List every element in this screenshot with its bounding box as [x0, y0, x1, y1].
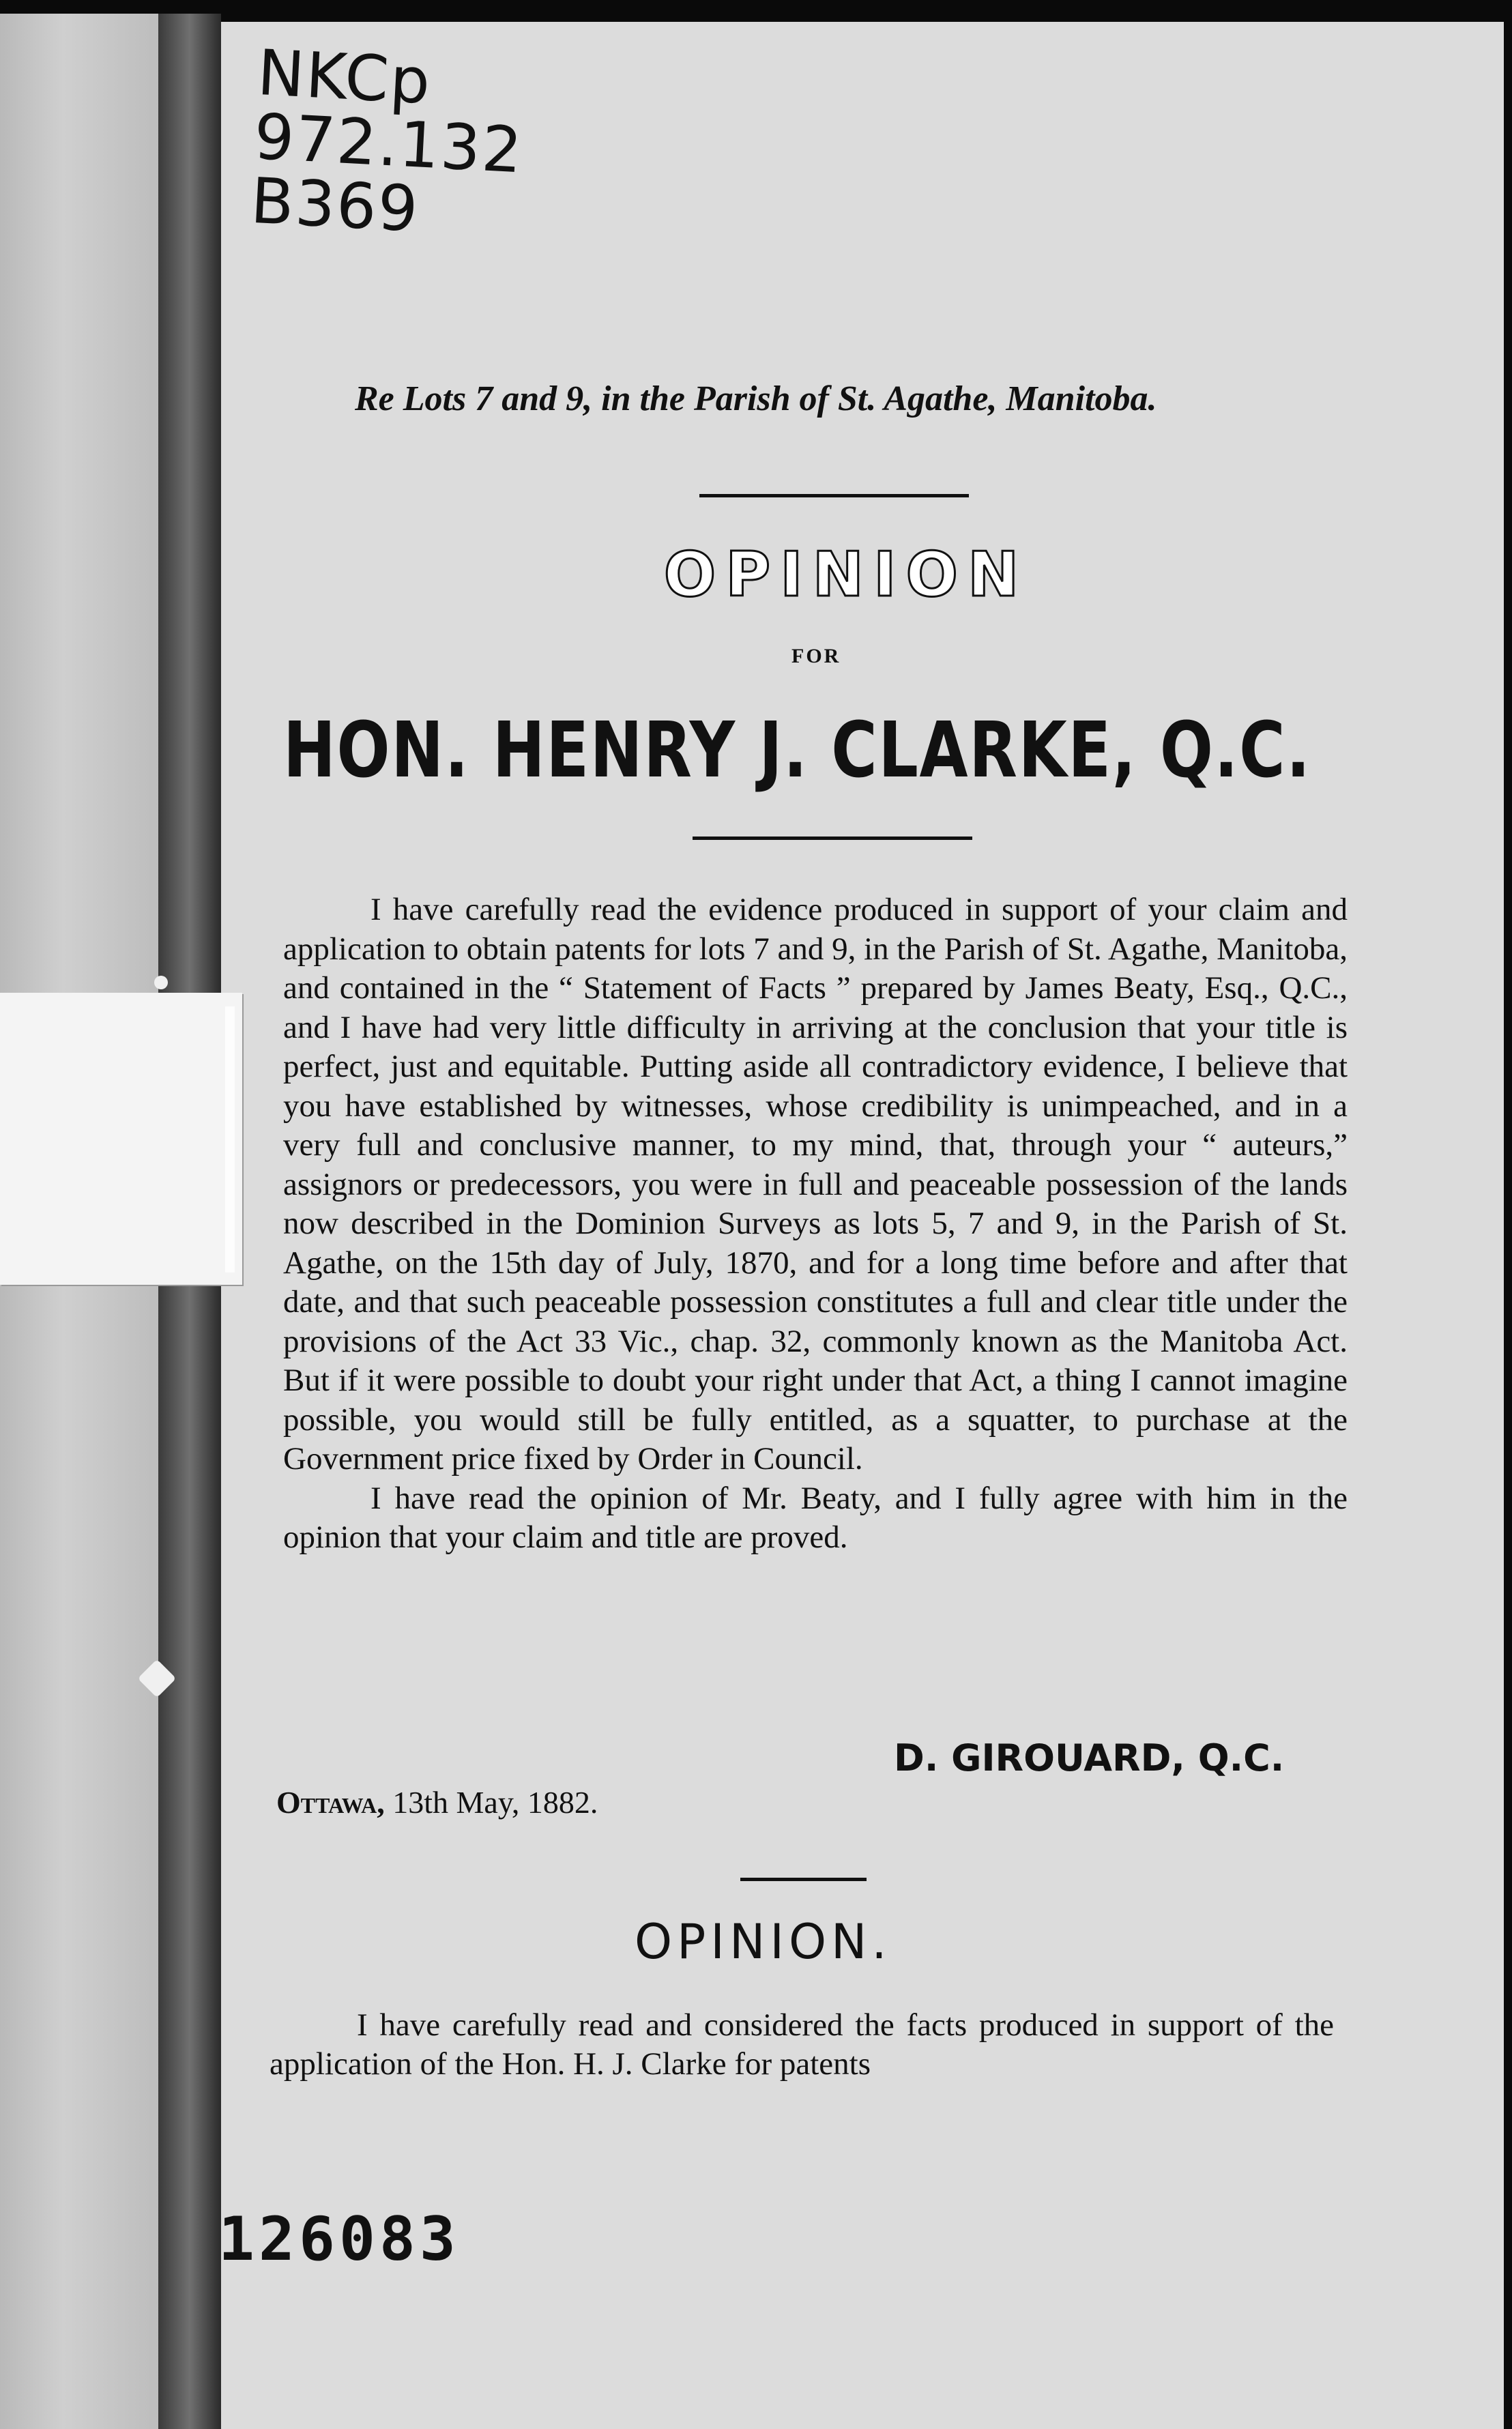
re-line: Re Lots 7 and 9, in the Parish of St. Agathe, Manitoba.	[355, 379, 1157, 418]
shelfmark-line: B369	[248, 164, 421, 246]
accession-number: 126083	[218, 2204, 460, 2274]
second-opinion-title: OPINION.	[635, 1914, 892, 1970]
divider-rule	[699, 494, 969, 497]
bookmark-tag	[0, 993, 242, 1285]
divider-rule	[740, 1878, 867, 1881]
handwritten-shelfmark	[248, 36, 528, 247]
for-label: FOR	[791, 645, 841, 667]
dateline	[276, 1784, 598, 1820]
date-place: Ottawa,	[276, 1785, 385, 1820]
recipient-name: HON. HENRY J. CLARKE, Q.C.	[283, 706, 1311, 795]
divider-rule	[693, 837, 972, 840]
bookmark-slot	[225, 1006, 235, 1272]
signature: D. GIROUARD, Q.C.	[894, 1736, 1285, 1779]
opinion-body	[283, 890, 1348, 1558]
second-opinion-body	[270, 2006, 1334, 2084]
binding-rivet	[154, 976, 168, 989]
shelfmark-line: NKCp	[255, 36, 433, 119]
document-title: OPINION	[663, 539, 1029, 611]
date-text: 13th May, 1882.	[392, 1785, 598, 1820]
body-paragraph: I have carefully read the evidence produced in support of your claim and application to obtain patents for lots 7 and 9, in the Parish of St. Agathe, Manitoba, and contained in the “ Statement of Facts ” prepared by James Beaty, Esq., Q.C., and I have had very little difficulty in arriving at the conclusion that your title is perfect, just and equitable. Putting aside all contradictory evidence, I believe that you have established by witnesses, whose credibility is unimpeached, and in a very full and conclusive manner, to my mind, that, through your “ auteurs,” assignors or predecessors, you were in full and peaceable possession of the lands now described in the Dominion Surveys as lots 5, 7 and 9, in the Parish of St. Agathe, on the 15th day of July, 1870, and for a long time before and after that date, and that such peaceable possession constitutes a full and clear title under the provisions of the Act 33 Vic., chap. 32, commonly known as the Manitoba Act. But if it were possible to doubt your right under that Act, a thing I cannot imagine possible, you would still be fully entitled, as a squatter, to purchase at the Government price fixed by Order in Council.	[283, 892, 1348, 1477]
shelfmark-line: 972.132	[252, 100, 525, 188]
body-paragraph: I have read the opinion of Mr. Beaty, and I fully agree with him in the opinion that your claim and title are proved.	[283, 1480, 1348, 1555]
body-paragraph: I have carefully read and considered the facts produced in support of the application of the Hon. H. J. Clarke for patents	[270, 2007, 1334, 2082]
